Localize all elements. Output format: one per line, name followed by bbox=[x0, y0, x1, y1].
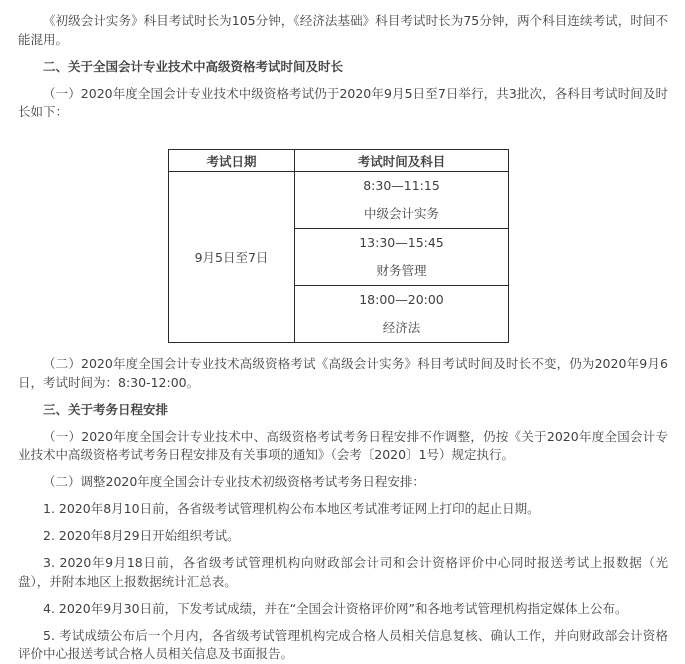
session-1-time: 8:30—11:15 bbox=[363, 178, 440, 193]
session-3-time: 18:00—20:00 bbox=[359, 292, 444, 307]
session-2-subject: 财务管理 bbox=[376, 262, 427, 278]
exam-schedule-table bbox=[168, 149, 509, 343]
session-1-subject: 中级会计实务 bbox=[363, 205, 439, 221]
exam-date-cell: 9月5日至7日 bbox=[169, 172, 295, 343]
session-3-subject: 经济法 bbox=[382, 319, 421, 335]
schedule-item-1: 1. 2020年8月10日前，各省级考试管理机构公布本地区考试准考证网上打印的起止日期。 bbox=[43, 501, 540, 516]
section-3-para-1: （一）2020年度全国会计专业技术中、高级资格考试考务日程安排不作调整，仍按《关于2020年度全国会计专业技术中高级资格考试考务日程安排及有关事项的通知》（会考〔2020〕1号）规定执行。 bbox=[18, 428, 668, 462]
table-header-exam-date: 考试日期 bbox=[169, 150, 295, 172]
schedule-item-3: 3. 2020年9月18日前，各省级考试管理机构向财政部会计司和会计资格评价中心同时报送考试上报数据（光盘），并附本地区上报数据统计汇总表。 bbox=[18, 555, 668, 589]
section-2-heading: 二、关于全国会计专业技术中高级资格考试时间及时长 bbox=[43, 58, 344, 74]
section-3-para-2: （二）调整2020年度全国会计专业技术初级资格考试考务日程安排： bbox=[43, 474, 425, 489]
table-header-exam-time-subject: 考试时间及科目 bbox=[295, 150, 509, 172]
schedule-item-5: 5. 考试成绩公布后一个月内，各省级考试管理机构完成合格人员相关信息复核、确认工作，并向财政部会计资格评价中心报送考试合格人员相关信息及书面报告。 bbox=[18, 627, 668, 661]
session-2-time: 13:30—15:45 bbox=[359, 235, 444, 250]
session-2-cell bbox=[295, 229, 509, 286]
section-3-heading: 三、关于考务日程安排 bbox=[43, 401, 169, 417]
section-2-para-1: （一）2020年度全国会计专业技术中级资格考试仍于2020年9月5日至7日举行，共3批次，各科目考试时间及时长如下： bbox=[18, 85, 668, 119]
intro-paragraph: 《初级会计实务》科目考试时长为105分钟，《经济法基础》科目考试时长为75分钟，两个科目连续考试，时间不能混用。 bbox=[18, 13, 668, 47]
section-2-para-2: （二）2020年度全国会计专业技术高级资格考试《高级会计实务》科目考试时间及时长不变，仍为2020年9月6日，考试时间为：8:30-12:00。 bbox=[18, 356, 668, 390]
schedule-item-2: 2. 2020年8月29日开始组织考试。 bbox=[43, 528, 240, 543]
table-row-session-1 bbox=[169, 172, 509, 229]
table-header-row bbox=[169, 150, 509, 172]
schedule-item-4: 4. 2020年9月30日前，下发考试成绩，并在“全国会计资格评价网”和各地考试管理机构指定媒体上公布。 bbox=[43, 600, 628, 616]
session-3-cell bbox=[295, 286, 509, 343]
session-1-cell bbox=[295, 172, 509, 229]
